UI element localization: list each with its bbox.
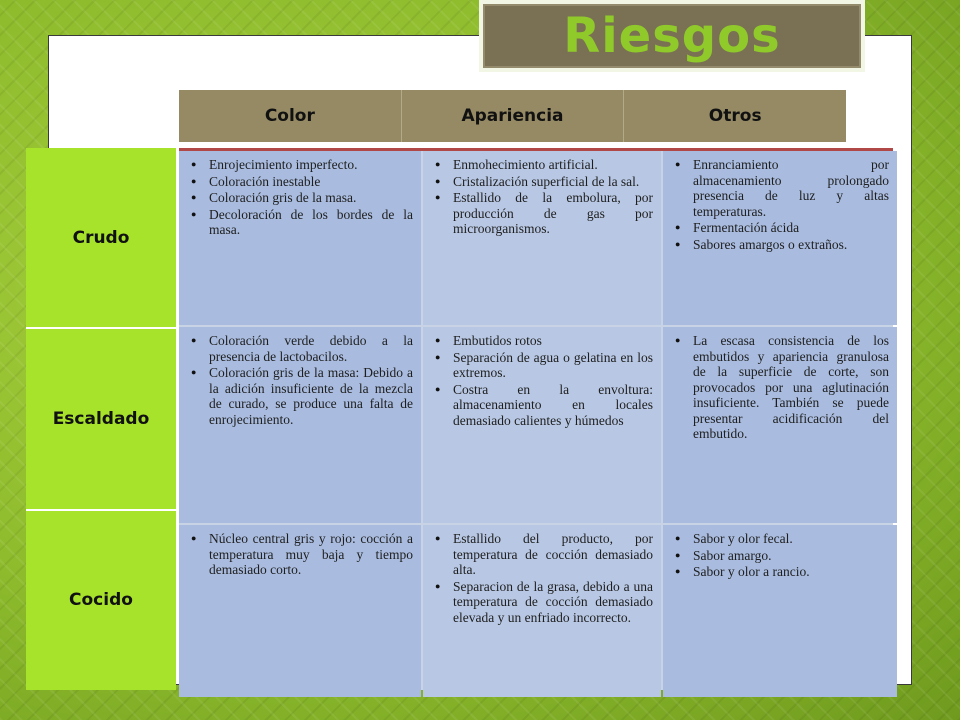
- list-item: ● La escasa consistencia de los embutidos y apariencia granulosa de la superficie de corte, son provocados por una aglutinación insuficiente. También se puede presentar acidificación del embutido.: [693, 333, 889, 442]
- list-item: ● Coloración verde debido a la presencia de lactobacilos.: [209, 333, 413, 364]
- cell-cocido-color: [179, 525, 421, 697]
- slide-title: Riesgos: [563, 8, 781, 64]
- cell-escaldado-apariencia: [423, 327, 661, 523]
- cell-crudo-color: [179, 151, 421, 325]
- column-header-otros: Otros: [708, 106, 762, 126]
- list-item: ● Sabor y olor a rancio.: [693, 564, 889, 580]
- list-item: ● Sabor amargo.: [693, 548, 889, 564]
- bullet-list: [433, 531, 653, 625]
- list-item: ● Estallido del producto, por temperatura de cocción demasiado alta.: [453, 531, 653, 578]
- cell-escaldado-color: [179, 327, 421, 523]
- bullet-list: [433, 333, 653, 428]
- list-item: ● Sabor y olor fecal.: [693, 531, 889, 547]
- row-label-cocido: Cocido: [26, 511, 176, 690]
- cell-cocido-otros: [663, 525, 897, 697]
- list-item: ● Núcleo central gris y rojo: cocción a temperatura muy baja y tiempo demasiado corto.: [209, 531, 413, 578]
- list-item: ● Estallido de la embolura, por producción de gas por microorganismos.: [453, 190, 653, 237]
- list-item: ● Enranciamiento por almacenamiento prolongado presencia de luz y altas temperaturas.: [693, 157, 889, 219]
- list-item: ● Coloración gris de la masa.: [209, 190, 413, 206]
- bullet-list: [673, 531, 889, 580]
- bullet-list: [189, 157, 413, 238]
- list-item: ● Decoloración de los bordes de la masa.: [209, 207, 413, 238]
- list-item: ● Separacion de la grasa, debido a una temperatura de cocción demasiado elevada y un enfriado incorrecto.: [453, 579, 653, 626]
- cell-crudo-otros: [663, 151, 897, 325]
- list-item: ● Fermentación ácida: [693, 220, 889, 236]
- list-item: ● Cristalización superficial de la sal.: [453, 174, 653, 190]
- column-header-apariencia: Apariencia: [402, 90, 625, 142]
- bullet-list: [673, 333, 889, 442]
- list-item: ● Costra en la envoltura: almacenamiento en locales demasiado calientes y húmedos: [453, 382, 653, 429]
- list-item: ● Coloración inestable: [209, 174, 413, 190]
- list-item: ● Enrojecimiento imperfecto.: [209, 157, 413, 173]
- list-item: ● Coloración gris de la masa: Debido a la adición insuficiente de la mezcla de curado, se produce una falta de enrojecimiento.: [209, 365, 413, 427]
- bullet-list: [189, 333, 413, 427]
- cell-cocido-apariencia: [423, 525, 661, 697]
- title-banner: [483, 4, 861, 68]
- title-box: [479, 0, 865, 72]
- risk-table: [179, 148, 893, 690]
- list-item: ● Enmohecimiento artificial.: [453, 157, 653, 173]
- row-label-escaldado: Escaldado: [26, 329, 176, 510]
- column-header-row: [179, 90, 846, 142]
- cell-escaldado-otros: [663, 327, 897, 523]
- list-item: ● Separación de agua o gelatina en los extremos.: [453, 350, 653, 381]
- bullet-list: [189, 531, 413, 578]
- bullet-list: [433, 157, 653, 237]
- row-labels: [26, 148, 176, 690]
- column-header-color: Color: [179, 90, 402, 142]
- row-label-crudo: Crudo: [26, 148, 176, 329]
- list-item: ● Sabores amargos o extraños.: [693, 237, 889, 253]
- bullet-list: [673, 157, 889, 252]
- cell-crudo-apariencia: [423, 151, 661, 325]
- list-item: ● Embutidos rotos: [453, 333, 653, 349]
